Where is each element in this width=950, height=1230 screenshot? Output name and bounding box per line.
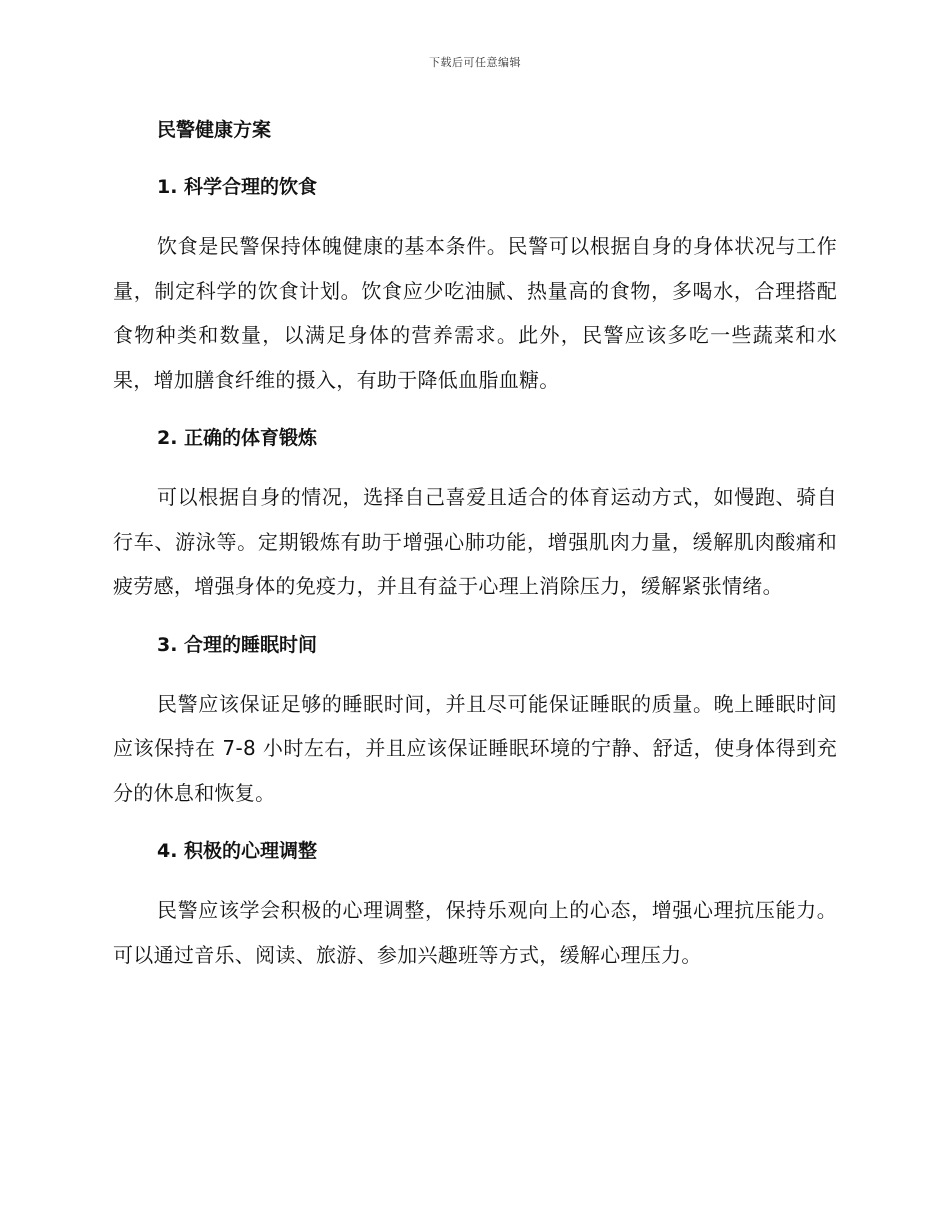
header-note: 下载后可任意编辑	[429, 56, 521, 69]
section-body-sleep: 民警应该保证足够的睡眠时间，并且尽可能保证睡眠的质量。晚上睡眠时间应该保持在 7-8 小时左右，并且应该保证睡眠环境的宁静、舒适，使身体得到充分的休息和恢复。	[113, 691, 837, 805]
section-body-diet: 饮食是民警保持体魄健康的基本条件。民警可以根据自身的身体状况与工作量，制定科学的饮食计划。饮食应少吃油腻、热量高的食物，多喝水，合理搭配食物种类和数量，以满足身体的营养需求。此外，民警应该多吃一些蔬菜和水果，增加膳食纤维的摄入，有助于降低血脂血糖。	[113, 234, 837, 392]
document-title: 民警健康方案	[157, 119, 272, 141]
section-heading-exercise: 2. 正确的体育锻炼	[157, 427, 318, 449]
document-content	[113, 112, 837, 977]
section-heading-diet: 1. 科学合理的饮食	[157, 176, 318, 198]
section-heading-sleep: 3. 合理的睡眠时间	[157, 633, 318, 656]
section-body-exercise: 可以根据自身的情况，选择自己喜爱且适合的体育运动方式，如慢跑、骑自行车、游泳等。定期锻炼有助于增强心肺功能，增强肌肉力量，缓解肌肉酸痛和疲劳感，增强身体的免疫力，并且有益于心理上消除压力，缓解紧张情绪。	[113, 485, 837, 598]
section-heading-mental: 4. 积极的心理调整	[157, 840, 318, 862]
section-body-mental: 民警应该学会积极的心理调整，保持乐观向上的心态，增强心理抗压能力。可以通过音乐、阅读、旅游、参加兴趣班等方式，缓解心理压力。	[113, 898, 837, 967]
